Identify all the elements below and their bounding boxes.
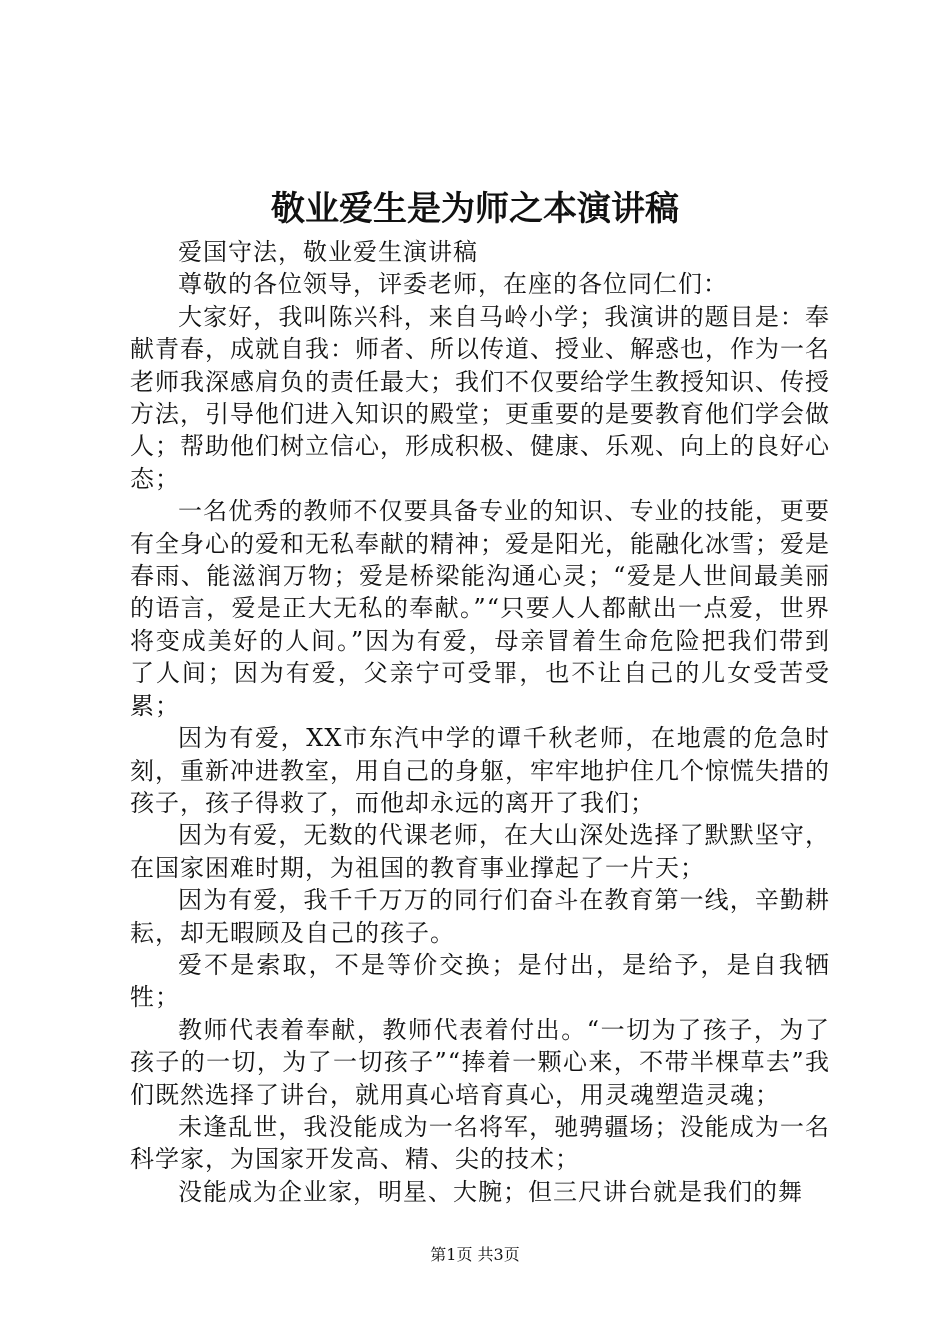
paragraph: 因为有爱，我千千万万的同行们奋斗在教育第一线，辛勤耕耘，却无暇顾及自己的孩子。: [130, 886, 830, 947]
paragraph: 尊敬的各位领导，评委老师，在座的各位同仁们：: [178, 270, 728, 299]
document-title: 敬业爱生是为师之本演讲稿: [271, 189, 679, 229]
paragraph: 教师代表着奉献，教师代表着付出。“一切为了孩子，为了孩子的一切，为了一切孩子”“捧着一颗心来，不带半棵草去”我们既然选择了讲台，就用真心培育真心，用灵魂塑造灵魂；: [130, 1015, 830, 1109]
paragraph: 没能成为企业家，明星、大腕；但三尺讲台就是我们的舞: [178, 1177, 803, 1206]
paragraph: 因为有爱，无数的代课老师，在大山深处选择了默默坚守，在国家困难时期，为祖国的教育事业撑起了一片天；: [130, 821, 830, 882]
paragraph: 大家好，我叫陈兴科，来自马岭小学；我演讲的题目是：奉献青春，成就自我：师者、所以传道、授业、解惑也，作为一名老师我深感肩负的责任最大；我们不仅要给学生教授知识、传授方法，引导他们进入知识的殿堂；更重要的是要教育他们学会做人；帮助他们树立信心，形成积极、健康、乐观、向上的良好心态；: [130, 302, 830, 493]
paragraph: 爱不是索取，不是等价交换；是付出，是给予，是自我牺牲；: [130, 950, 830, 1012]
document-body: [130, 236, 830, 1208]
paragraph: 爱国守法，敬业爱生演讲稿: [178, 238, 478, 266]
paragraph: 未逢乱世，我没能成为一名将军，驰骋疆场；没能成为一名科学家，为国家开发高、精、尖的技术；: [130, 1112, 830, 1174]
paragraph: 因为有爱，XX市东汽中学的谭千秋老师，在地震的危急时刻，重新冲进教室，用自己的身躯，牢牢地护住几个惊慌失措的孩子，孩子得救了，而他却永远的离开了我们；: [130, 724, 830, 817]
paragraph: 一名优秀的教师不仅要具备专业的知识、专业的技能，更要有全身心的爱和无私奉献的精神；爱是阳光，能融化冰雪；爱是春雨、能滋润万物；爱是桥梁能沟通心灵；“爱是人世间最美丽的语言，爱是正大无私的奉献。”“只要人人都献出一点爱，世界将变成美好的人间。”因为有爱，母亲冒着生命危险把我们带到了人间；因为有爱，父亲宁可受罪，也不让自己的儿女受苦受累；: [130, 497, 830, 720]
page-number-footer: 第1页 共3页: [430, 1245, 520, 1264]
